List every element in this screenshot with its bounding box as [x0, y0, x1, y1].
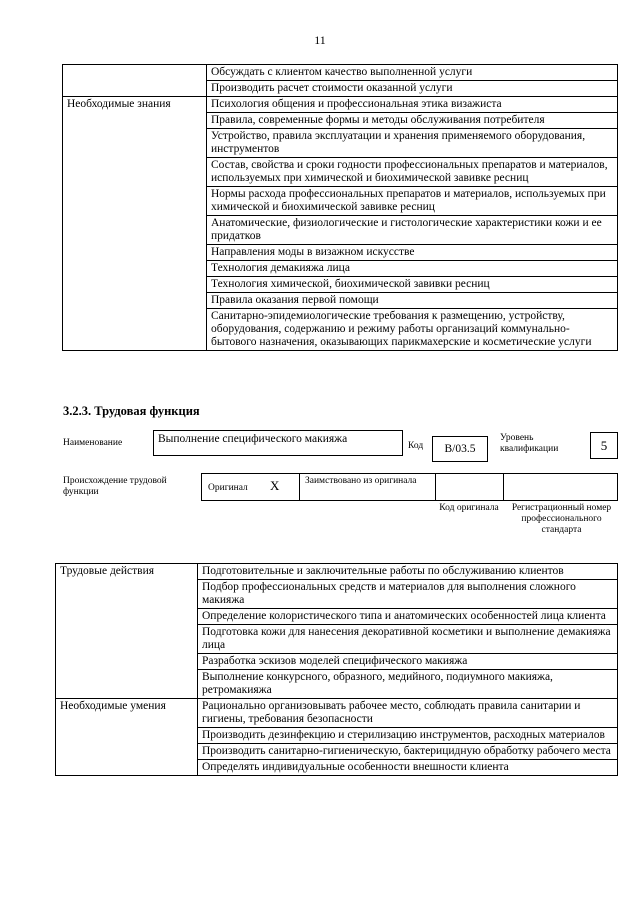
table-cell: Рационально организовывать рабочее место, соблюдать правила санитарии и гигиены, требования безопасности: [198, 699, 618, 728]
table-label-cell: Необходимые знания: [63, 97, 207, 351]
table-label-cell: Необходимые умения: [56, 699, 198, 776]
table-label-cell: [63, 65, 207, 97]
table-cell: Производить санитарно-гигиеническую, бактерицидную обработку рабочего места: [198, 744, 618, 760]
actions-table: [55, 563, 618, 776]
code-label: Код: [408, 441, 424, 451]
code-box: В/03.5: [432, 436, 488, 462]
code-original-caption: Код оригинала: [439, 503, 499, 513]
table-cell: Нормы расхода профессиональных препаратов и материалов, используемых при химической и биохимической завивке ресниц: [207, 187, 618, 216]
level-box: 5: [590, 432, 618, 459]
reg-number-caption: Регистрационный номер профессионального стандарта: [511, 503, 612, 535]
table-cell: Анатомические, физиологические и гистологические характеристики кожи и ее придатков: [207, 216, 618, 245]
table-cell: Технология демакияжа лица: [207, 261, 618, 277]
table-cell: Технология химической, биохимической завивки ресниц: [207, 277, 618, 293]
table-cell: Устройство, правила эксплуатации и хранения применяемого оборудования, инструментов: [207, 129, 618, 158]
knowledge-table: [62, 64, 618, 351]
table-cell: Правила, современные формы и методы обслуживания потребителя: [207, 113, 618, 129]
table-cell: Производить расчет стоимости оказанной услуги: [207, 81, 618, 97]
table-cell: Выполнение конкурсного, образного, медийного, подиумного макияжа, ретромакияжа: [198, 670, 618, 699]
table-cell: Производить дезинфекцию и стерилизацию инструментов, расходных материалов: [198, 728, 618, 744]
table-cell: Психология общения и профессиональная этика визажиста: [207, 97, 618, 113]
page-number: 11: [314, 33, 326, 47]
table-cell: Санитарно-эпидемиологические требования к размещению, устройству, оборудования, содержанию и режиму работы организаций коммунально-бытового назначения, оказывающих парикмахерские и косметические услуги: [207, 309, 618, 351]
table-cell: Состав, свойства и сроки годности профессиональных препаратов и материалов, используемых при химической и биохимической завивке ресниц: [207, 158, 618, 187]
original-label: Оригинал: [208, 483, 248, 493]
table-row: [63, 65, 618, 81]
table-cell: Обсуждать с клиентом качество выполненной услуги: [207, 65, 618, 81]
table-cell: Подбор профессиональных средств и материалов для выполнения сложного макияжа: [198, 580, 618, 609]
table-cell: Подготовительные и заключительные работы по обслуживанию клиентов: [198, 564, 618, 580]
function-name-box: Выполнение специфического макияжа: [153, 430, 403, 456]
origin-label: Происхождение трудовой функции: [63, 476, 167, 497]
table-cell: Разработка эскизов моделей специфического макияжа: [198, 654, 618, 670]
original-mark: X: [270, 478, 280, 493]
table-cell: Правила оказания первой помощи: [207, 293, 618, 309]
borrowed-label: Заимствовано из оригинала: [305, 476, 417, 486]
section-title: 3.2.3. Трудовая функция: [63, 404, 200, 418]
table-cell: Определение колористического типа и анатомических особенностей лица клиента: [198, 609, 618, 625]
table-row: [56, 564, 618, 580]
table-label-cell: Трудовые действия: [56, 564, 198, 699]
table-cell: Направления моды в визажном искусстве: [207, 245, 618, 261]
table-cell: Подготовка кожи для нанесения декоративной косметики и выполнение демакияжа лица: [198, 625, 618, 654]
table-cell: Определять индивидуальные особенности внешности клиента: [198, 760, 618, 776]
table-row: [63, 97, 618, 113]
level-label: Уровень квалификации: [500, 433, 559, 454]
name-label: Наименование: [63, 438, 123, 448]
table-row: [56, 699, 618, 728]
origin-row: [201, 473, 618, 501]
